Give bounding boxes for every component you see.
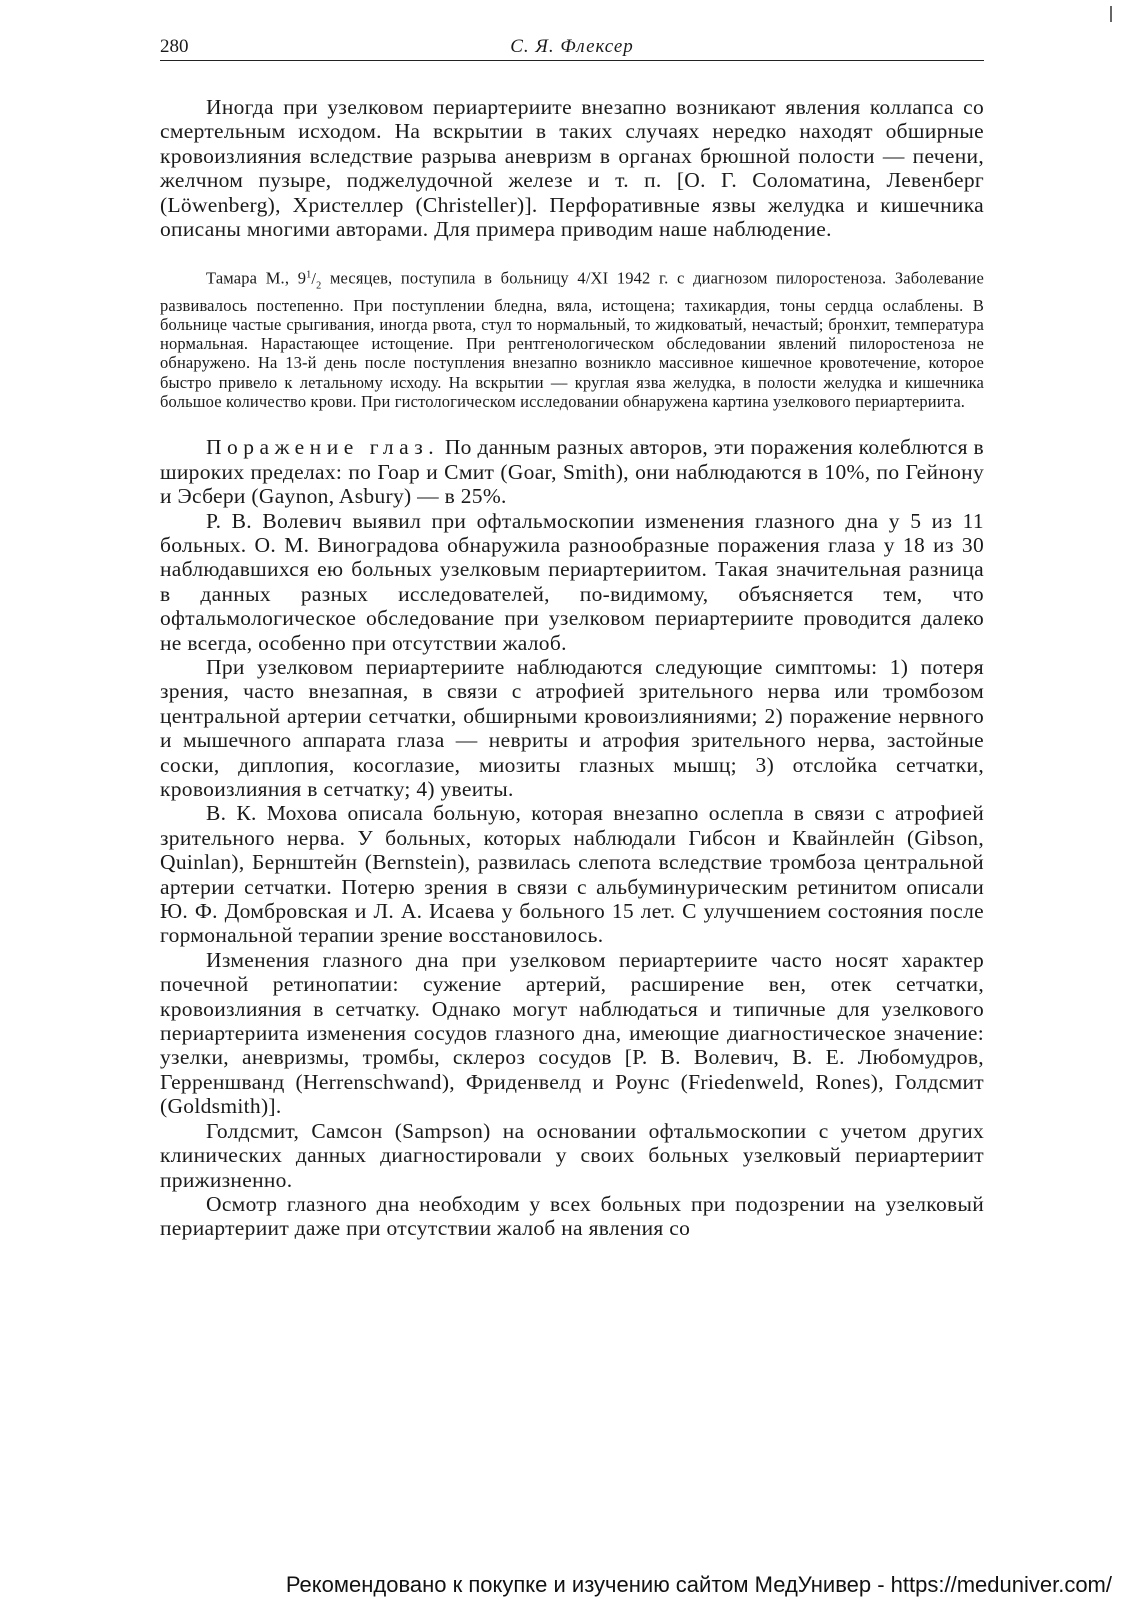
page-number: 280 — [160, 36, 189, 57]
paragraph-eye-lesions — [160, 435, 984, 508]
case-age-fraction: $^1/_2$ — [306, 268, 322, 292]
paragraph-goldsmith: Голдсмит, Самсон (Sampson) на основании офтальмоскопии с учетом других клинических данных диагностировали у своих больных узелковый периартериит прижизненно. — [160, 1118, 984, 1192]
eye-lesions-text: По данным разных авторов, эти поражения колеблются в широких пределах: по Гоар и Смит (Goar, Smith), они наблюдаются в 10%, по Гейнону и Эсбери (Gaynon, Asbury) — в 25%. — [160, 435, 984, 509]
page-header — [160, 34, 984, 61]
footer-promo: Рекомендовано к покупке и изучению сайтом МедУнивер - https://meduniver.com/ — [285, 1572, 1112, 1597]
running-head-author: С. Я. Флексер — [510, 36, 634, 57]
body-text — [160, 95, 984, 1241]
book-page — [160, 34, 984, 1241]
paragraph-mokhova: В. К. Мохова описала больную, которая внезапно ослепла в связи с атрофией зрительного нерва. У больных, которых наблюдали Гибсон и Квайнлейн (Gibson, Quinlan), Бернштейн (Bernstein), развилась слепота вследствие тромбоза центральной артерии сетчатки. Потерю зрения в связи с альбуминурическим ретинитом описали Ю. Ф. Домбровская и Л. А. Исаева у больного 15 лет. С улучшением состояния после гормональной терапии зрение восстановилось. — [160, 801, 984, 948]
paragraph-volevich: Р. В. Волевич выявил при офтальмоскопии изменения глазного дна у 5 из 11 больных. О. М. Виноградова обнаружила разнообразные поражения глаза у 18 из 30 наблюдавшихся ею больных узелковым периартериитом. Такая значительная разница в данных разных исследователей, по-видимому, объясняется тем, что офтальмологическое обследование при узелковом периартериите проводится далеко не всегда, особенно при отсутствии жалоб. — [160, 508, 984, 655]
paragraph-fundus-changes: Изменения глазного дна при узелковом периартериите часто носят характер почечной ретинопатии: сужение артерий, расширение вен, отек сетчатки, кровоизлияния в сетчатку. Однако могут наблюдаться и типичные для узелкового периартериита изменения сосудов глазного дна, имеющие диагностическое значение: узелки, аневризмы, тромбы, склероз сосудов [Р. В. Волевич, В. Е. Любомудров, Герреншванд (Herrenschwand), Фриденвелд и Роунс (Friedenweld, Rones), Голдсмит (Goldsmith)]. — [160, 947, 984, 1119]
scan-edge-mark — [1110, 6, 1112, 22]
fraction-numerator: 1 — [306, 269, 312, 281]
paragraph-collapse: Иногда при узелковом периартериите внезапно возникают явления коллапса со смертельным исходом. На вскрытии в таких случаях нередко находят обширные кровоизлияния вследствие разрыва аневризм в органах брюшной полости — печени, желчном пузыре, поджелудочной железе и т. п. [О. Г. Соломатина, Левенберг (Löwenberg), Христеллер (Christeller)]. Перфоративные язвы желудка и кишечника описаны многими авторами. Для примера приводим наше наблюдение. — [160, 95, 984, 242]
case-report — [160, 265, 984, 411]
paragraph-fundus-exam: Осмотр глазного дна необходим у всех больных при подозрении на узелковый периартериит даже при отсутствии жалоб на явления со — [160, 1191, 984, 1241]
case-report-rest: месяцев, поступила в больницу 4/XI 1942 г. с диагнозом пилоростеноза. Заболевание развивалось постепенно. При поступлении бледна, вяла, истощена; тахикардия, тоны сердца ослаблены. В больнице частые срыгивания, иногда рвота, стул то нормальный, то жидковатый, нечастый; бронхит, температура нормальная. Нарастающее истощение. При рентгенологическом обследовании явлений пилоростеноза не обнаружено. На 13-й день после поступления внезапно возникло массивное кишечное кровотечение, которое быстро привело к летальному исходу. На вскрытии — круглая язва желудка, в полости желудка и кишечника большое количество крови. При гистологическом исследовании обнаружена картина узелкового периартериита. — [160, 268, 984, 412]
case-report-start: Тамара М., 9 — [206, 268, 307, 288]
section-heading-eye-lesions: Поражение глаз. — [206, 435, 440, 460]
paragraph-symptoms: При узелковом периартериите наблюдаются следующие симптомы: 1) потеря зрения, часто внезапная, в связи с атрофией зрительного нерва или тромбозом центральной артерии сетчатки, обширными кровоизлияниями; 2) поражение нервного и мышечного аппарата глаза — невриты и атрофия зрительного нерва, застойные соски, диплопия, косоглазие, миозиты глазных мышц; 3) отслойка сетчатки, кровоизлияния в сетчатку; 4) увеиты. — [160, 654, 984, 801]
fraction-denominator: 2 — [316, 280, 322, 292]
